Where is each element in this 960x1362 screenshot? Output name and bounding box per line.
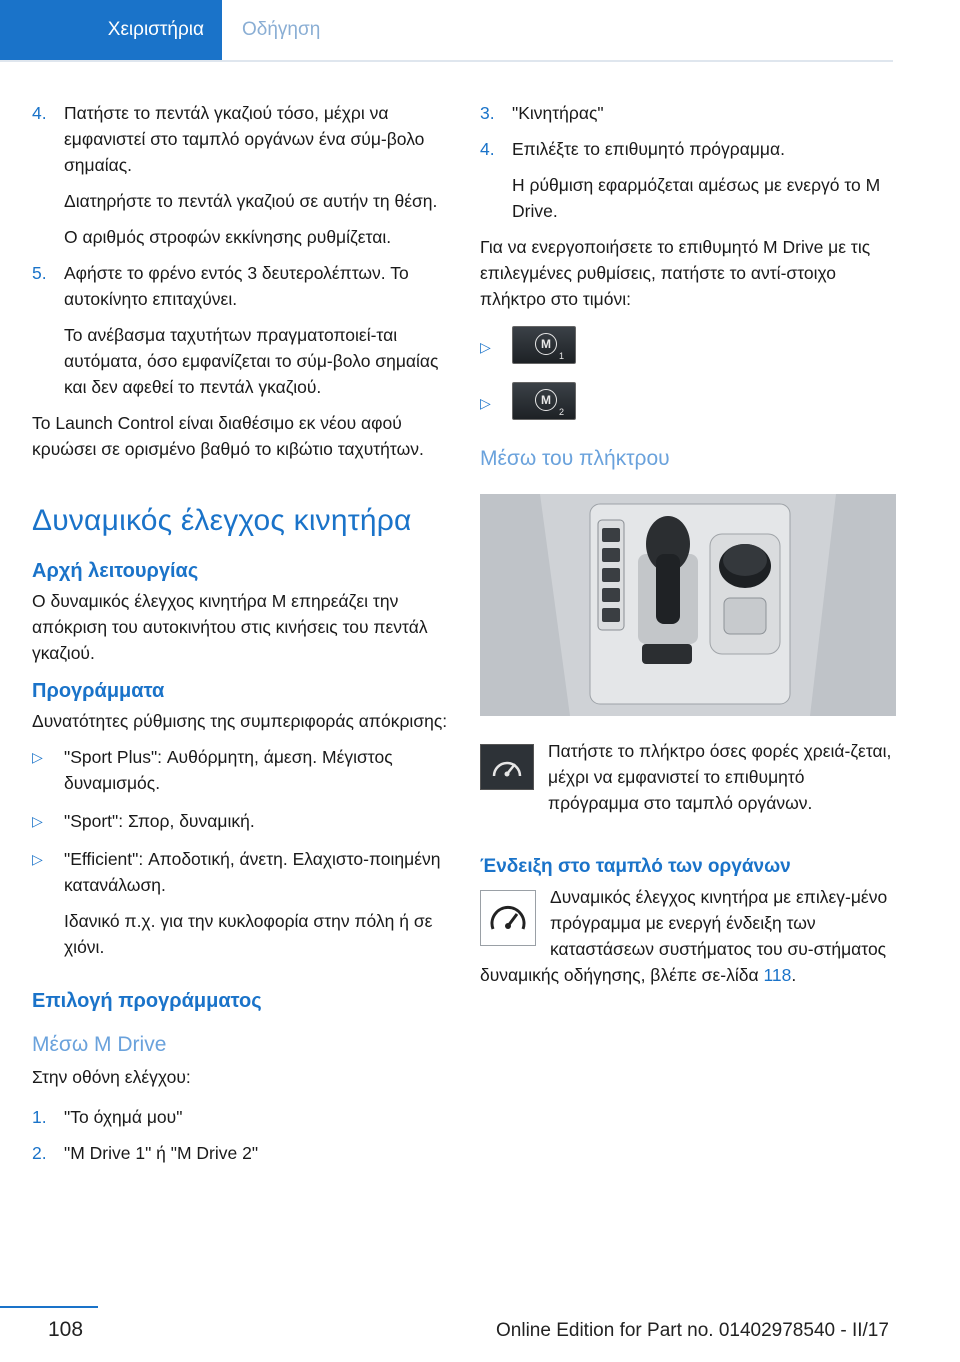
program-text: Ιδανικό π.χ. για την κυκλοφορία στην πόλη ή σε χιόνι.	[64, 911, 433, 957]
programs-title: Προγράμματα	[32, 680, 165, 702]
right-column	[480, 100, 896, 998]
step-1	[32, 1104, 452, 1130]
m-subscript: 2	[559, 407, 565, 417]
mdrive-text: Στην οθόνη ελέγχου:	[32, 1067, 191, 1087]
step-text: Αφήστε το φρένο εντός 3 δευτερολέπτων. Το αυτοκίνητο επιταχύνει.	[64, 263, 409, 309]
footer-edition: Online Edition for Part no. 01402978540 - II/17	[496, 1320, 889, 1341]
m1-button-icon	[512, 326, 576, 364]
page-link[interactable]: 118	[763, 965, 792, 985]
program-text: "Efficient": Αποδοτική, άνετη. Ελαχιστο‐ποιημένη κατανάλωση.	[64, 849, 441, 895]
step-text: "Το όχημά μου"	[64, 1107, 183, 1127]
page-number: 108	[48, 1318, 84, 1341]
program-item	[32, 744, 452, 796]
step-number: 4.	[32, 103, 47, 123]
step-4	[32, 100, 452, 250]
program-item	[32, 808, 452, 834]
step-text: Το ανέβασμα ταχυτήτων πραγματοποιεί‐ται αυτόματα, όσο εμφανίζεται το σύμ‐βολο σημαίας και δεν αφεθεί το πεντάλ γκαζιού.	[64, 325, 439, 397]
header-divider	[0, 60, 893, 62]
program-text: "Sport": Σπορ, δυναμική.	[64, 811, 255, 831]
button-instruction	[480, 738, 896, 826]
launch-control-text: Το Launch Control είναι διαθέσιμο εκ νέου αφού κρυώσει σε ορισμένο βαθμό το κιβώτιο ταχυτήτων.	[32, 413, 424, 459]
activate-text: Για να ενεργοποιήσετε το επιθυμητό M Drive με τις επιλεγμένες ρυθμίσεις, πατήστε το αντί‐στοιχο πλήκτρο στο τιμόνι:	[480, 237, 871, 309]
m-letter: M	[535, 333, 557, 355]
program-item	[32, 846, 452, 960]
display-title: Ένδειξη στο ταμπλό των οργάνων	[480, 856, 791, 877]
step-text: Ο αριθμός στροφών εκκίνησης ρυθμίζεται.	[64, 227, 392, 247]
mdrive-2-item	[480, 382, 896, 420]
header-bar	[0, 0, 960, 62]
display-text-body: Δυναμικός έλεγχος κινητήρα με επιλεγ‐μένο πρόγραμμα με ενεργή ένδειξη των καταστάσεων συστήματος του συ‐στήματος δυναμικής οδήγησης, βλέπε σε‐λίδα	[480, 887, 888, 985]
step-number: 5.	[32, 263, 47, 283]
triangle-bullet-icon: ▷	[480, 339, 491, 355]
step-number: 2.	[32, 1143, 47, 1163]
step-text: "M Drive 1" ή "M Drive 2"	[64, 1143, 259, 1163]
tab-driving[interactable]: Οδήγηση	[242, 19, 321, 40]
button-text: Πατήστε το πλήκτρο όσες φορές χρειά‐ζεται, μέχρι να εμφανιστεί το επιθυμητό πρόγραμμα στο ταμπλό οργάνων.	[548, 741, 892, 813]
step-4-right	[480, 136, 896, 224]
step-text: "Κινητήρας"	[512, 103, 604, 123]
step-note: Η ρύθμιση εφαρμόζεται αμέσως με ενεργό το M Drive.	[512, 175, 881, 221]
mdrive-1-item	[480, 326, 896, 364]
triangle-bullet-icon: ▷	[32, 749, 43, 765]
program-text: "Sport Plus": Αυθόρμητη, άμεση. Μέγιστος δυναμισμός.	[64, 747, 393, 793]
principle-text: Ο δυναμικός έλεγχος κινητήρα M επηρεάζει την απόκριση του αυτοκινήτου στις κινήσεις του πεντάλ γκαζιού.	[32, 591, 428, 663]
programs-intro: Δυνατότητες ρύθμισης της συμπεριφοράς απόκρισης:	[32, 711, 448, 731]
tab-controls[interactable]: Χειριστήρια	[0, 0, 222, 60]
step-text: Επιλέξτε το επιθυμητό πρόγραμμα.	[512, 139, 785, 159]
speedometer-icon	[480, 890, 536, 946]
display-text	[480, 884, 896, 988]
triangle-bullet-icon: ▷	[32, 851, 43, 867]
left-column	[32, 100, 452, 1176]
step-number: 3.	[480, 103, 495, 123]
triangle-bullet-icon: ▷	[480, 395, 491, 411]
section-title: Δυναμικός έλεγχος κινητήρα	[32, 504, 412, 537]
step-number: 4.	[480, 139, 495, 159]
display-text-end: .	[791, 965, 797, 985]
display-instruction	[480, 884, 896, 998]
principle-title: Αρχή λειτουργίας	[32, 560, 199, 582]
step-text: Πατήστε το πεντάλ γκαζιού τόσο, μέχρι να εμφανιστεί στο ταμπλό οργάνων ένα σύμ‐βολο σημαίας.	[64, 103, 425, 175]
page-number-rule	[0, 1306, 98, 1308]
step-text: Διατηρήστε το πεντάλ γκαζιού σε αυτήν τη θέση.	[64, 191, 438, 211]
step-number: 1.	[32, 1107, 47, 1127]
triangle-bullet-icon: ▷	[32, 813, 43, 829]
step-3	[480, 100, 896, 126]
m2-button-icon	[512, 382, 576, 420]
m-letter: M	[535, 389, 557, 411]
step-2	[32, 1140, 452, 1166]
m-subscript: 1	[559, 351, 565, 361]
step-5	[32, 260, 452, 400]
dynamic-mode-button-icon	[480, 744, 534, 790]
select-program-title: Επιλογή προγράμματος	[32, 990, 262, 1012]
button-method-title: Μέσω του πλήκτρου	[480, 447, 670, 470]
mdrive-title: Μέσω M Drive	[32, 1033, 167, 1056]
center-console-photo	[480, 494, 896, 716]
